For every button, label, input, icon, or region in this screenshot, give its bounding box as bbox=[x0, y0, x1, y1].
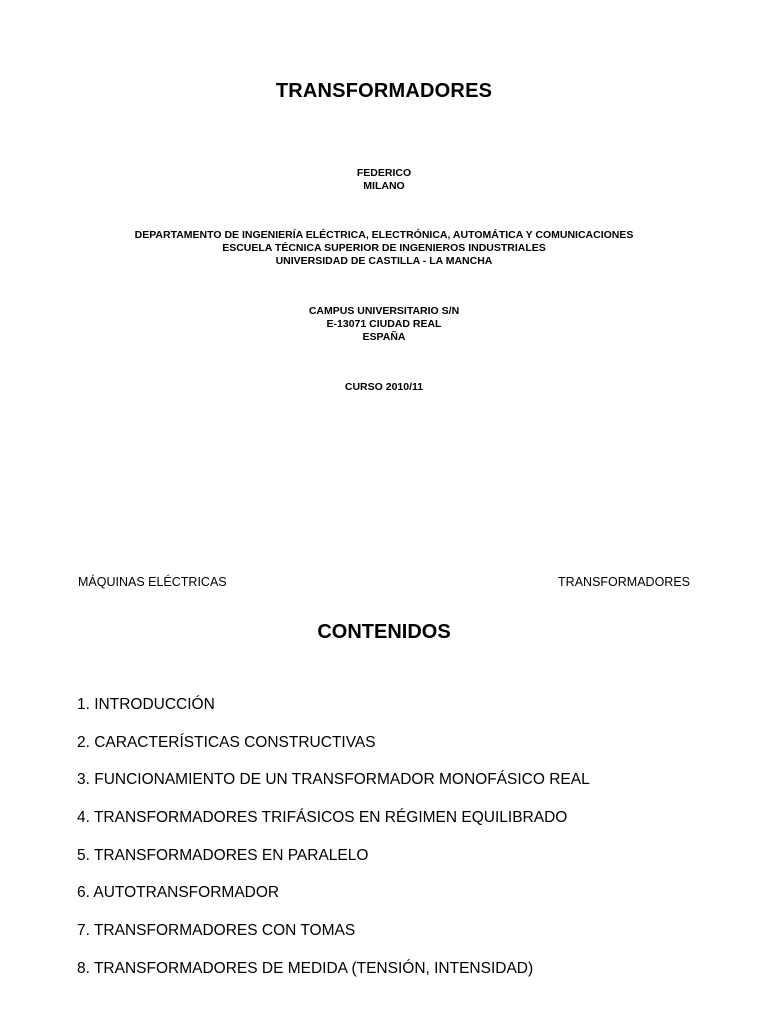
toc-item: 2. CARACTERÍSTICAS CONSTRUCTIVAS bbox=[77, 733, 376, 751]
address-block bbox=[0, 305, 768, 344]
toc-item: 5. TRANSFORMADORES EN PARALELO bbox=[77, 846, 369, 864]
course-label: CURSO 2010/11 bbox=[344, 381, 424, 393]
university-line: UNIVERSIDAD DE CASTILLA - LA MANCHA bbox=[275, 255, 493, 267]
author-first-name: FEDERICO bbox=[356, 167, 412, 179]
contents-title: CONTENIDOS bbox=[317, 621, 451, 643]
school-line: ESCUELA TÉCNICA SUPERIOR DE INGENIEROS INDUSTRIALES bbox=[222, 242, 546, 254]
department-block bbox=[0, 229, 768, 268]
table-of-contents bbox=[77, 694, 590, 996]
running-header-left: MÁQUINAS ELÉCTRICAS bbox=[78, 575, 227, 589]
address-line-campus: CAMPUS UNIVERSITARIO S/N bbox=[308, 305, 460, 317]
toc-item: 8. TRANSFORMADORES DE MEDIDA (TENSIÓN, INTENSIDAD) bbox=[77, 959, 534, 977]
toc-item: 7. TRANSFORMADORES CON TOMAS bbox=[77, 922, 356, 940]
toc-item: 4. TRANSFORMADORES TRIFÁSICOS EN RÉGIMEN EQUILIBRADO bbox=[77, 809, 568, 827]
running-header-right: TRANSFORMADORES bbox=[558, 575, 690, 589]
author-last-name: MILANO bbox=[363, 180, 405, 192]
address-line-city: E-13071 CIUDAD REAL bbox=[326, 318, 442, 330]
author-block bbox=[0, 167, 768, 193]
address-line-country: ESPAÑA bbox=[362, 331, 406, 343]
toc-item: 6. AUTOTRANSFORMADOR bbox=[77, 884, 280, 902]
document-title: TRANSFORMADORES bbox=[275, 80, 493, 102]
department-line: DEPARTAMENTO DE INGENIERÍA ELÉCTRICA, ELECTRÓNICA, AUTOMÁTICA Y COMUNICACIONES bbox=[134, 229, 634, 241]
toc-item: 3. FUNCIONAMIENTO DE UN TRANSFORMADOR MONOFÁSICO REAL bbox=[77, 771, 590, 789]
toc-item: 1. INTRODUCCIÓN bbox=[77, 696, 215, 713]
